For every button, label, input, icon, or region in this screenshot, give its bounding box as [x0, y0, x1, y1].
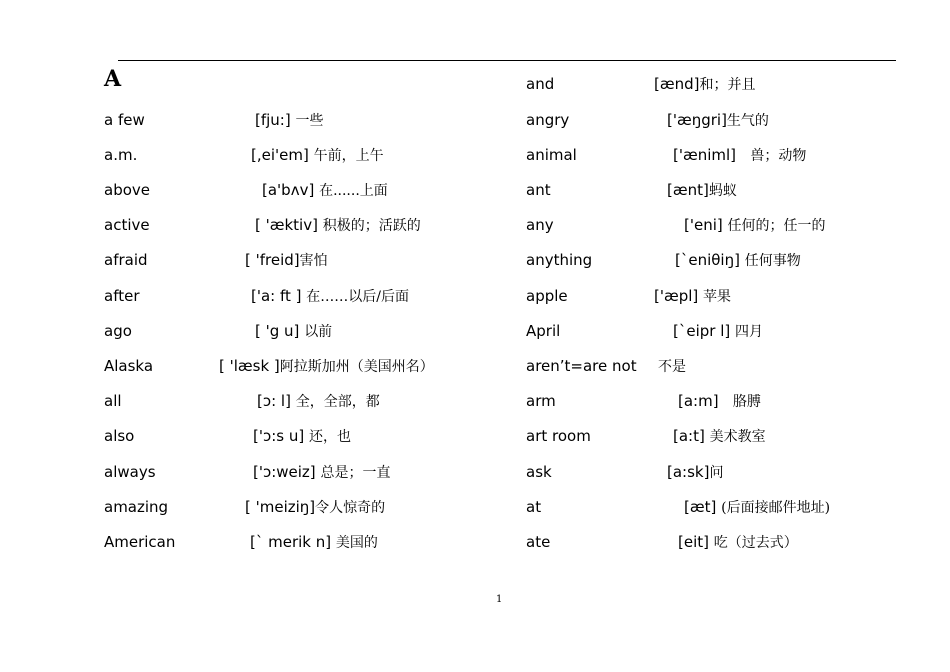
entry-pronunciation: [ˋeipr l]: [673, 322, 731, 340]
vocab-entry: [104, 355, 504, 377]
entry-word: ask: [526, 463, 552, 481]
page-number: 1: [496, 594, 503, 605]
entry-definition: [245, 249, 328, 272]
vocab-entry: [526, 285, 886, 307]
entry-meaning: 和；并且: [699, 77, 756, 93]
vocab-entry: [526, 425, 886, 447]
entry-pronunciation: [ 'læsk ]: [219, 357, 280, 375]
entry-definition: [673, 320, 763, 343]
entry-word: afraid: [104, 251, 148, 269]
entry-definition: [684, 214, 826, 237]
entry-meaning: 美术教室: [709, 429, 766, 445]
entry-word: ant: [526, 181, 551, 199]
entry-word: and: [526, 75, 555, 93]
entry-definition: [250, 531, 378, 554]
vocab-entry: [104, 390, 504, 412]
vocab-entry: [526, 390, 886, 412]
entry-word: animal: [526, 146, 577, 164]
vocab-entry: [526, 320, 886, 342]
vocab-entry: [526, 144, 886, 166]
vocab-entry: [104, 425, 504, 447]
entry-meaning: 害怕: [299, 253, 328, 269]
vocab-entry: [104, 179, 504, 201]
entry-definition: [654, 285, 731, 308]
vocab-entry: [526, 461, 886, 483]
entry-definition: [678, 531, 798, 554]
entry-meaning: 在……以后/后面: [306, 289, 410, 305]
vocab-entry: [526, 179, 886, 201]
entry-meaning: 吃（过去式）: [713, 535, 798, 551]
vocab-entry: [526, 73, 886, 95]
entry-definition: [667, 461, 723, 484]
entry-meaning: 令人惊奇的: [315, 500, 386, 516]
entry-definition: [255, 109, 324, 132]
entry-pronunciation: [a:t]: [673, 427, 705, 445]
entry-pronunciation: [ɔ: l]: [257, 392, 291, 410]
entry-word: after: [104, 287, 140, 305]
entry-meaning: 还，也: [309, 429, 351, 445]
entry-word: ate: [526, 533, 551, 551]
entry-definition: [654, 73, 755, 96]
vocab-entry: [104, 531, 504, 553]
entry-word: above: [104, 181, 150, 199]
entry-pronunciation: ['ɔ:s u]: [253, 427, 305, 445]
entry-meaning: 苹果: [703, 289, 732, 305]
entry-pronunciation: [ˋ merik n]: [250, 533, 332, 551]
entry-word: always: [104, 463, 156, 481]
entry-word: art room: [526, 427, 591, 445]
entry-pronunciation: ['ɔ:weiz]: [253, 463, 316, 481]
entry-definition: [257, 390, 380, 413]
entry-pronunciation: [,ei'em]: [251, 146, 309, 164]
vocab-entry: [526, 496, 886, 518]
entry-meaning: 胳膊: [732, 394, 761, 410]
entry-pronunciation: [a'bʌv]: [262, 181, 315, 199]
entry-word: April: [526, 322, 561, 340]
entry-word: American: [104, 533, 176, 551]
entry-pronunciation: ['æniml]: [673, 146, 737, 164]
entry-definition: [667, 179, 737, 202]
entry-word: all: [104, 392, 122, 410]
entry-definition: [251, 144, 384, 167]
entry-meaning: 午前，上午: [313, 148, 384, 164]
entry-word: angry: [526, 111, 570, 129]
vocab-entry: [104, 249, 504, 271]
section-letter: A: [104, 66, 122, 92]
entry-definition: [658, 355, 686, 378]
entry-word: a few: [104, 111, 145, 129]
entry-meaning: 兽；动物: [750, 148, 807, 164]
entry-meaning: 问: [709, 465, 724, 481]
entry-meaning: 阿拉斯加州（美国州名）: [279, 359, 434, 375]
vocab-entry: [104, 285, 504, 307]
header-rule: [118, 60, 896, 61]
entry-word: Alaska: [104, 357, 154, 375]
entry-pronunciation: ['æŋgri]: [667, 111, 727, 129]
vocab-entry: [104, 109, 504, 131]
entry-definition: [245, 496, 385, 519]
entry-word: apple: [526, 287, 568, 305]
entry-pronunciation: ['a: ft ]: [251, 287, 302, 305]
entry-pronunciation: [a:sk]: [667, 463, 710, 481]
entry-meaning: 一些: [295, 113, 324, 129]
entry-definition: [673, 144, 806, 167]
entry-word: a.m.: [104, 146, 138, 164]
entry-word: also: [104, 427, 135, 445]
entry-meaning: 任何事物: [744, 253, 801, 269]
entry-word: ago: [104, 322, 132, 340]
entry-definition: [262, 179, 388, 202]
vocab-entry: [526, 531, 886, 553]
entry-pronunciation: [eit]: [678, 533, 709, 551]
vocab-entry: [104, 496, 504, 518]
entry-meaning: 以前: [304, 324, 333, 340]
entry-meaning: 蚂蚁: [708, 183, 737, 199]
vocab-entry: [526, 249, 886, 271]
entry-pronunciation: [ 'g u]: [255, 322, 300, 340]
entry-definition: [255, 214, 421, 237]
entry-meaning: 美国的: [335, 535, 378, 551]
entry-definition: [253, 461, 390, 484]
entry-pronunciation: [ 'freid]: [245, 251, 300, 269]
entry-definition: [678, 390, 761, 413]
entry-pronunciation: [ˋeniθiŋ]: [675, 251, 740, 269]
entry-definition: [255, 320, 332, 343]
entry-pronunciation: [a:m]: [678, 392, 719, 410]
entry-meaning: 全，全部，都: [295, 394, 380, 410]
entry-pronunciation: [ænt]: [667, 181, 709, 199]
vocab-entry: [104, 144, 504, 166]
entry-meaning: 四月: [735, 324, 764, 340]
entry-word: anything: [526, 251, 593, 269]
entry-word: active: [104, 216, 150, 234]
entry-pronunciation: [ænd]: [654, 75, 700, 93]
entry-meaning: 积极的；活跃的: [322, 218, 421, 234]
entry-meaning: 总是；一直: [320, 465, 391, 481]
entry-word: at: [526, 498, 542, 516]
entry-pronunciation: ['eni]: [684, 216, 723, 234]
entry-pronunciation: [ 'æktiv]: [255, 216, 318, 234]
entry-word: any: [526, 216, 554, 234]
entry-definition: [219, 355, 434, 378]
entry-word: aren’t=are not: [526, 357, 637, 375]
entry-pronunciation: ['æpl]: [654, 287, 699, 305]
entry-meaning: (后面接邮件地址): [721, 500, 831, 516]
entry-meaning: 任何的；任一的: [727, 218, 826, 234]
entry-definition: [673, 425, 766, 448]
vocab-entry: [526, 214, 886, 236]
entry-pronunciation: [æt]: [684, 498, 717, 516]
entry-definition: [684, 496, 830, 519]
entry-definition: [675, 249, 801, 272]
entry-definition: [251, 285, 409, 308]
entry-meaning: 生气的: [726, 113, 769, 129]
entry-word: amazing: [104, 498, 169, 516]
entry-meaning: 不是: [658, 359, 686, 375]
vocab-entry: [104, 461, 504, 483]
entry-definition: [667, 109, 769, 132]
vocab-entry: [104, 214, 504, 236]
vocab-entry: [104, 320, 504, 342]
entry-pronunciation: [ 'meiziŋ]: [245, 498, 316, 516]
entry-definition: [253, 425, 351, 448]
entry-meaning: 在......上面: [319, 183, 388, 199]
entry-word: arm: [526, 392, 556, 410]
vocab-entry: [526, 355, 886, 377]
vocab-entry: [526, 109, 886, 131]
entry-pronunciation: [fju:]: [255, 111, 291, 129]
